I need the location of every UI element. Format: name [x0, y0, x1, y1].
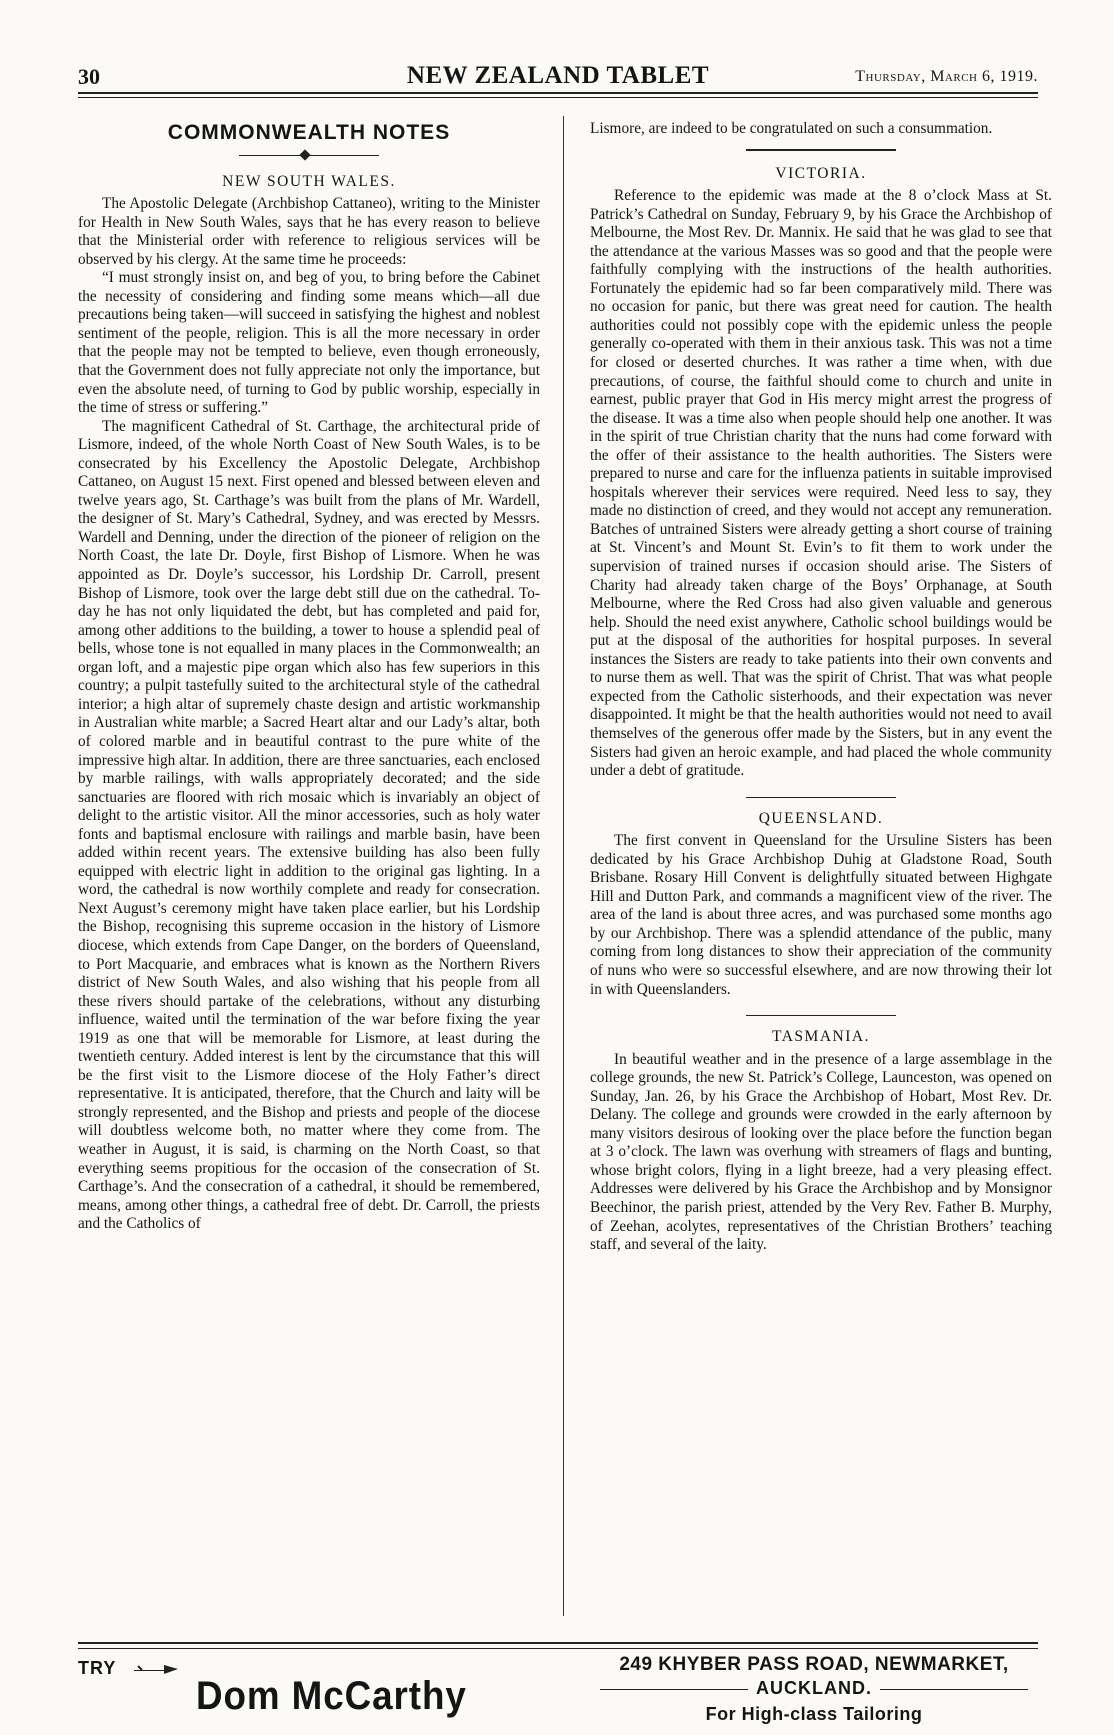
paragraph: The magnificent Cathedral of St. Carthage, the architectural pride of Lismore, indeed, of the whole North Coast of New South Wales, is to be consecrated by his Excellency the Apostolic Delegate, Archbishop Cattaneo, on August 15 next. First opened and blessed between eleven and twelve years ago, St. Carthage’s was built from the plans of Mr. Wardell, the designer of St. Mary’s Cathedral, Sydney, and was erected by Messrs. Wardell and Denning, under the direction of the pioneer of religion on the North Coast, the late Dr. Doyle, first Bishop of Lismore. When he was appointed as Dr. Doyle’s successor, his Lordship Dr. Carroll, present Bishop of Lismore, took over the large debt still due on the cathedral. To-day he has not only liquidated the debt, but has completed and paid for, among other additions to the building, a tower to house a splendid peal of bells, whose tone is not equalled in many places in the Commonwealth; an organ loft, and a majestic pipe organ which also has few superiors in this country; a pulpit tastefully suited to the architectural style of the cathedral interior; a high altar of supremely chaste design and artistic workmanship in Australian white marble; a Sacred Heart altar and our Lady’s altar, both of colored marble and in beautiful contrast to the pure white of the impressive high altar. In addition, there are three sanctuaries, each enclosed by marble railings, with walls appropriately decorated; and the side sanctuaries are floored with rich mosaic which is invariably an object of delight to the artistic visitor. All the minor accessories, such as holy water fonts and baptismal enclosure with railings and marble basin, have been added within recent years. The extensive building has also been fully equipped with electric light in addition to the original gas lighting. In a word, the cathedral is now worthily complete and ready for consecration. Next August’s ceremony might have taken place earlier, but his Lordship the Bishop, recognising this supreme occasion in the history of Lismore diocese, which extends from Cape Danger, on the borders of Queensland, to Port Macquarie, and embraces what is known as the Northern Rivers district of New South Wales, and also wishing that his people from all these rivers should partake of the celebrations, without any disturbing influence, waited until the termination of the war before fixing the year 1919 as one that will be memorable for Lismore, at least during the twentieth century. Added interest is lent by the circumstance that this will be the first visit to the Lismore diocese of the Holy Father’s direct representative. It is anticipated, therefore, that the Church and laity will be strongly represented, and the Bishop and priests and people of the diocese will doubtless welcome both, no matter where they come from. The weather in August, it is said, is charming on the North Coast, so that everything seems propitious for the occasion of the consecration of St. Carthage’s. And the consecration of a cathedral, it should be remembered, means, among other things, a cathedral free of debt. Dr. Carroll, the priests and the Catholics of	[78, 417, 540, 1233]
paragraph: Reference to the epidemic was made at the 8 o’clock Mass at St. Patrick’s Cathedral on Sunday, February 9, by his Grace the Archbishop of Melbourne, the Most Rev. Dr. Mannix. He said that he was glad to see that the attendance at the various Masses was so good and that the people were faithfully complying with the instructions of the health authorities. Fortunately the epidemic had so far been comparatively mild. There was no occasion for panic, but there was great need for caution. The health authorities could not possibly cope with the epidemic unless the people generally co-operated with them in their anxious task. This was not a time for closed or deserted churches. It was rather a time when, with due precautions, of course, the faithful should come to church and unite in earnest, public prayer that God in His mercy might arrest the progress of the disease. It was a time also when people should help one another. It was in the spirit of true Christian charity that the nuns had come forward with the offer of their assistance to the health authorities. The Sisters were prepared to nurse and care for the influenza patients in suitable improvised hospitals wherever their services were required. Need less to say, they made no distinction of creed, and they would not accept any remuneration. Batches of untrained Sisters were already getting a short course of training at St. Vincent’s and Mount St. Evin’s to fit them to work under the supervision of trained nurses if occasion should arise. The Sisters of Charity had already taken charge of the Boys’ Orphanage, at South Melbourne, where the Red Cross had also given valuable and generous help. Should the need exist anywhere, Catholic school buildings would be put at the disposal of the authorities for hospital purposes. In several instances the Sisters are ready to take patients into their own convents and to nurse them as well. That was the spirit of Christ. That was what people expected from the Catholic sisterhoods, and their expectation was never disappointed. It might be that the health authorities would not need to avail themselves of the generous offer made by the Sisters, but in any event the Sisters had given an heroic example, and had placed the whole community under a debt of gratitude.	[590, 187, 1052, 780]
section-heading-queensland: QUEENSLAND.	[758, 809, 884, 827]
page-header	[78, 62, 1038, 92]
paragraph: The Apostolic Delegate (Archbishop Cattaneo), writing to the Minister for Health in New South Wales, says that he has every reason to believe that the Ministerial order with reference to religious services will be observed by his clergy. At the same time he proceeds:	[78, 195, 540, 268]
ad-city: AUCKLAND.	[748, 1678, 880, 1699]
article-title: COMMONWEALTH NOTES	[167, 121, 451, 144]
ad-try-label: TRY	[78, 1658, 117, 1678]
masthead: NEW ZEALAND TABLET	[406, 62, 710, 89]
paragraph: “I must strongly insist on, and beg of you, to bring before the Cabinet the necessity of considering and finding some means which—all due precautions being taken—will succeed in satisfying the highest and noblest sentiment of the people, religion. This is all the more necessary in order that the people may not be tempted to believe, even though erroneously, that the Government does not fully appreciate not only the importance, but even the absolute need, of turning to God by public worship, especially in the time of stress or suffering.”	[78, 269, 540, 417]
ad-city-row	[590, 1678, 1038, 1700]
ad-address: 249 KHYBER PASS ROAD, NEWMARKET,	[619, 1654, 1009, 1675]
pointing-arrow-icon	[134, 1660, 178, 1681]
ad-business-name: Dom McCarthy	[196, 1674, 467, 1718]
section-heading-tasmania: TASMANIA.	[772, 1028, 870, 1046]
page-number: 30	[78, 64, 100, 89]
dateline: Thursday, March 6, 1919.	[855, 68, 1038, 85]
section-divider	[746, 149, 896, 151]
section-divider	[746, 797, 896, 798]
header-rule	[78, 92, 1038, 98]
advertisement-left	[78, 1652, 558, 1732]
column-divider	[563, 116, 564, 1616]
paragraph: The first convent in Queensland for the Ursuline Sisters has been dedicated by his Grace Archbishop Duhig at Gladstone Road, South Brisbane. Rosary Hill Convent is delightfully situated between Highgate Hill and Dutton Park, and commands a magnificent view of the river. The area of the land is about three acres, and was purchased some months ago by our Archbishop. There was a splendid attendance of the public, many coming from long distances to show their appreciation of the community of nuns who were so successful elsewhere, and are now throwing their lot in with Queenslanders.	[590, 832, 1052, 998]
title-ornament	[239, 149, 379, 163]
ad-tagline: For High-class Tailoring	[705, 1704, 923, 1724]
section-heading-victoria: VICTORIA.	[775, 164, 867, 182]
left-column	[78, 120, 540, 1234]
section-divider	[746, 1015, 896, 1016]
advertisement-right	[590, 1654, 1038, 1725]
ad-rule	[78, 1642, 1038, 1644]
section-heading-nsw: NEW SOUTH WALES.	[222, 172, 396, 190]
paragraph: In beautiful weather and in the presence of a large assemblage in the college grounds, the new St. Patrick’s College, Launceston, was opened on Sunday, Jan. 26, by his Grace the Archbishop of Hobart, Most Rev. Dr. Delany. The college and grounds were crowded in the early afternoon by many visitors desirous of looking over the place before the function began at 3 o’clock. The lawn was overhung with streamers of flags and bunting, whose bright colors, flying in a light breeze, had a very pleasing effect. Addresses were delivered by his Grace the Archbishop and by Monsignor Beechinor, the parish priest, attended by the Very Rev. Father B. Murphy, of Zeehan, acolytes, representatives of the Christian Brothers’ teaching staff, and several of the laity.	[590, 1050, 1052, 1254]
paragraph-continued: Lismore, are indeed to be congratulated on such a consummation.	[590, 120, 993, 137]
right-column	[590, 120, 1052, 1255]
ad-rule	[78, 1648, 1038, 1649]
